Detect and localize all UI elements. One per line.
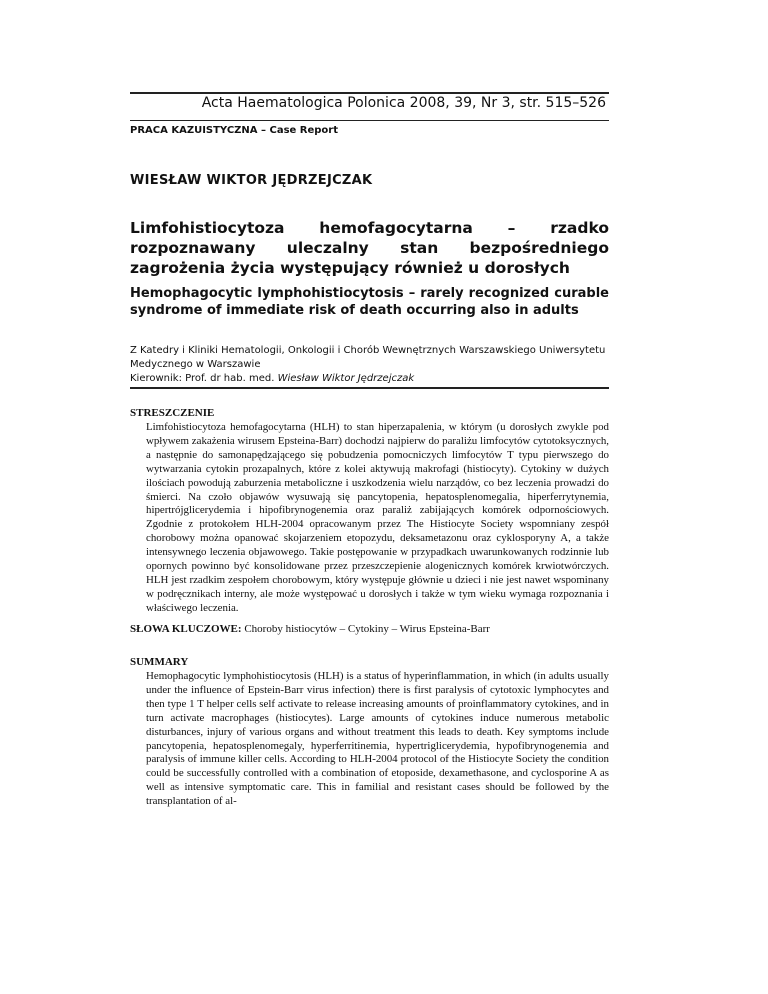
summary-heading: SUMMARY <box>130 656 189 668</box>
author-name: WIESŁAW WIKTOR JĘDRZEJCZAK <box>130 173 373 188</box>
head-of-department <box>130 372 609 386</box>
journal-citation: Acta Haematologica Polonica 2008, 39, Nr 3, str. 515–526 <box>201 95 606 111</box>
streszczenie-body <box>146 421 609 616</box>
title-english: Hemophagocytic lymphohistiocytosis – rarely recognized curable syndrome of immediate risk of death occurring also in adults <box>130 286 609 318</box>
affiliation-line: Z Katedry i Kliniki Hematologii, Onkologii i Chorób Wewnętrznych Warszawskiego Uniwersytetu Medycznego w Warszawie <box>130 345 606 370</box>
article-type: PRACA KAZUISTYCZNA – Case Report <box>130 125 339 136</box>
streszczenie-text: Limfohistiocytoza hemofagocytarna (HLH) to stan hiperzapalenia, w którym (u dorosłych zwykle pod wpływem zakażenia wirusem Epsteina-Barr) dochodzi najpierw do paraliżu limfocytów cytotoksycznych, a następnie do samonapędzającego się pobudzenia pomocniczych limfocytów T typu pierwszego do wytwarzania cytokin prozapalnych, które z kolei aktywują makrofagi (histiocyty). Cytokiny w dużych ilościach powodują zaburzenia metaboliczne i uszkodzenia wielu narządów, co bez leczenia prowadzi do śmierci. Na czoło objawów wysuwają się pancytopenia, hepatosplenomegalia, hiperferrytynemia, hipertrójglicerydemia i hipofibrynogenemia oraz paraliż zabijających komórek odpornościowych. Zgodnie z protokołem HLH-2004 opracowanym przez The Histiocyte Society wspomniany zespół chorobowy można opanować skojarzeniem etopozydu, deksametazonu oraz cyklosporyny A, a także intensywnego leczenia objawowego. Takie postępowanie w przypadkach uwarunkowanych rodzinnie lub opornych powinno być konsolidowane przez przeszczepienie alogenicznych komórek krwiotwórczych. HLH jest rzadkim zespołem chorobowym, który występuje głównie u dzieci i nie jest nawet wspominany w podręcznikach interny, ale może występować u dorosłych i także w tym wieku wymaga rozpoznania i właściwego leczenia. <box>146 421 609 614</box>
streszczenie-heading: STRESZCZENIE <box>130 407 215 419</box>
head-label: Kierownik: Prof. dr hab. med. <box>130 373 278 384</box>
keywords-label: SŁOWA KLUCZOWE: <box>130 623 242 635</box>
affiliation <box>130 344 609 386</box>
keywords <box>130 623 490 635</box>
header-rule <box>130 120 609 121</box>
affiliation-rule <box>130 387 609 389</box>
summary-body <box>146 670 609 809</box>
top-rule <box>130 92 609 94</box>
head-name: Wiesław Wiktor Jędrzejczak <box>277 373 415 384</box>
summary-text: Hemophagocytic lymphohistiocytosis (HLH) is a status of hyperinflammation, in which (in adults usually under the influence of Epstein-Barr virus infection) there is first paralysis of cytotoxic lymphocytes and then type 1 T helper cells self activate to release increasing amounts of proinflammatory cytokines, and in turn activate macrophages (histiocytes). Large amounts of cytokines induce numerous metabolic disturbances, injury of various organs and without treatment this leads to death. Key symptoms include pancytopenia, hepatosplenomegaly, hyperferritinemia, hypertriglicerydemia, hypofibrynogenemia and paralysis of immune killer cells. According to HLH-2004 protocol of the Histiocyte Society the condition could be successfully controlled with a combination of etoposide, dexamethasone, and cyclosporine A as well as intensive symptomatic care. This in familial and resistant cases should be followed by the transplantation of al- <box>146 670 609 808</box>
keywords-text: Choroby histiocytów – Cytokiny – Wirus Epsteina-Barr <box>241 623 490 635</box>
title-polish: Limfohistiocytoza hemofagocytarna – rzadko rozpoznawany uleczalny stan bezpośredniego zagrożenia życia występujący również u dorosłych <box>130 219 609 277</box>
